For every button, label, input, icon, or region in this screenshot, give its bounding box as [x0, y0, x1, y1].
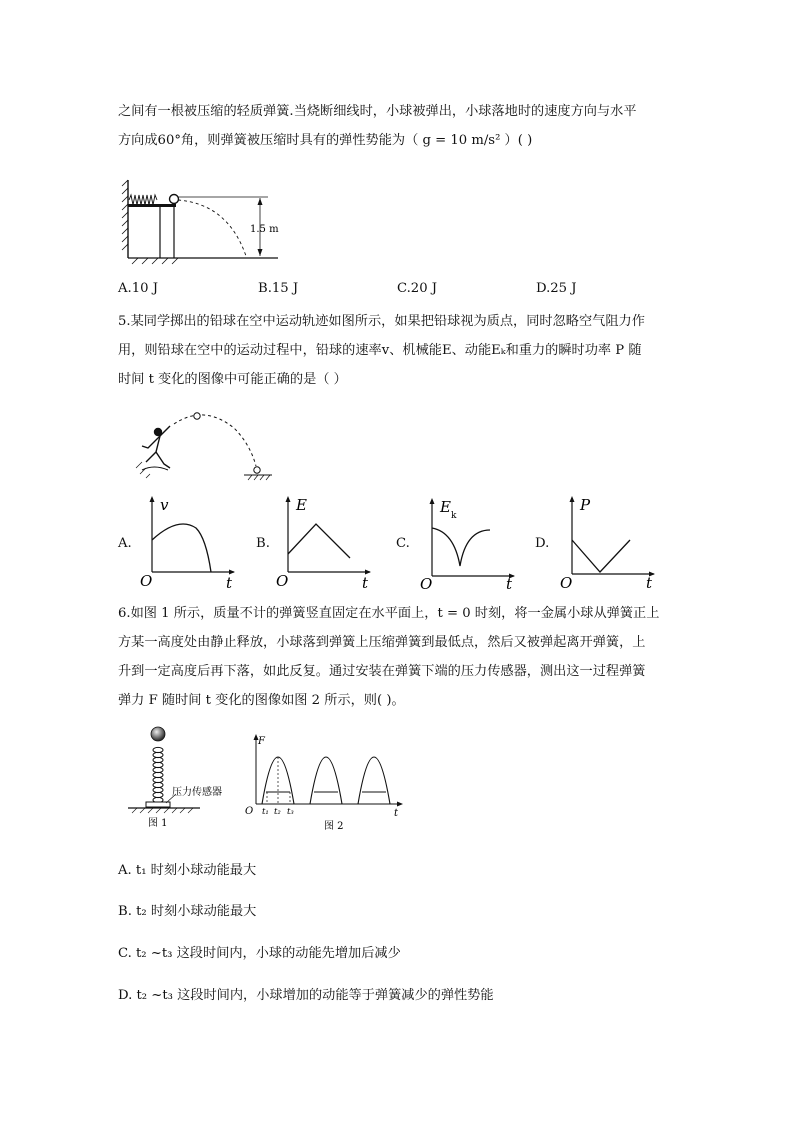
q6-stem [118, 600, 678, 716]
q4-option-c: C.20 J [397, 281, 438, 296]
q6-stem-line1: 6.如图 1 所示，质量不计的弹簧竖直固定在水平面上，t = 0 时刻，将一金属小球从弹簧正上 [118, 606, 660, 621]
q6-option-a: A. t₁ 时刻小球动能最大 [118, 863, 257, 878]
height-label: 1.5 m [250, 224, 279, 235]
graph-c-xaxis: t [506, 575, 513, 590]
q5-graph-c [418, 494, 518, 590]
q5-graph-b [274, 494, 374, 590]
q4-stem [118, 98, 678, 156]
trajectory [178, 200, 246, 256]
force-hump-3 [358, 757, 390, 804]
graph-a-xaxis: t [226, 574, 233, 590]
fig2-origin: O [245, 806, 254, 817]
graph-a-origin: O [140, 572, 153, 590]
q6-option-c: C. t₂ ~t₃ 这段时间内，小球的动能先增加后减少 [118, 946, 401, 961]
q5-stem-line3: 时间 t 变化的图像中可能正确的是（ ） [118, 372, 347, 387]
q6-stem-line3: 升到一定高度后再下落，如此反复。通过安装在弹簧下端的压力传感器，测出这一过程弹簧 [118, 664, 646, 679]
q5-stem-line2: 用，则铅球在空中的运动过程中，铅球的速率v、机械能E、动能Eₖ和重力的瞬时功率 P 随 [118, 343, 642, 358]
fig2-t1: t₁ [262, 807, 269, 817]
q5-option-b-label: B. [256, 536, 270, 551]
graph-c-yaxis: E [440, 498, 451, 516]
q5-graph-a [138, 494, 238, 590]
q5-stem [118, 308, 678, 395]
q5-option-d-label: D. [535, 536, 550, 551]
q4-option-d: D.25 J [536, 281, 577, 296]
q5-option-c-label: C. [396, 536, 410, 551]
fig2-t2: t₂ [274, 807, 281, 817]
thrower-figure [136, 426, 170, 478]
force-hump-2 [310, 757, 342, 804]
curve-b [288, 524, 350, 558]
shot-ball-top [194, 413, 200, 419]
shot-ball-landing [254, 467, 260, 473]
sensor-label: 压力传感器 [172, 787, 222, 798]
metal-ball [151, 727, 165, 741]
graph-c-origin: O [420, 575, 433, 590]
graph-d-origin: O [560, 574, 573, 590]
shot-trajectory [174, 415, 256, 466]
fig1-caption: 图 1 [148, 818, 168, 829]
ball [170, 195, 179, 204]
q4-option-a: A.10 J [118, 281, 158, 296]
q4-stem-line2: 方向成60°角，则弹簧被压缩时具有的弹性势能为（ g = 10 m/s² ）( ) [118, 133, 533, 148]
spring [129, 195, 157, 205]
graph-b-origin: O [276, 572, 289, 590]
q5-stem-line1: 5.某同学掷出的铅球在空中运动轨迹如图所示，如果把铅球视为质点，同时忽略空气阻力作 [118, 314, 645, 329]
curve-a [152, 524, 211, 572]
q6-figure1 [126, 724, 236, 830]
q6-option-d: D. t₂ ~t₃ 这段时间内，小球增加的动能等于弹簧减少的弹性势能 [118, 988, 494, 1003]
vertical-spring [153, 747, 163, 802]
graph-b-xaxis: t [362, 574, 369, 590]
graph-c-ysub: k [451, 511, 457, 521]
q4-spring-table-figure [118, 176, 288, 266]
q5-option-a-label: A. [118, 536, 132, 551]
curve-d [572, 540, 630, 572]
q4-option-b: B.15 J [258, 281, 299, 296]
q5-graph-d [558, 494, 658, 590]
q6-stem-line4: 弹力 F 随时间 t 变化的图像如图 2 所示，则( )。 [118, 693, 405, 708]
curve-c [432, 528, 490, 566]
graph-d-xaxis: t [646, 574, 653, 590]
fig2-yaxis: F [258, 736, 265, 747]
fig2-t3: t₃ [287, 807, 294, 817]
graph-b-yaxis: E [296, 496, 307, 514]
q6-figure2 [242, 730, 406, 834]
q5-shotput-figure [134, 408, 274, 484]
graph-a-yaxis: v [160, 496, 169, 514]
q6-stem-line2: 方某一高度处由静止释放，小球落到弹簧上压缩弹簧到最低点，然后又被弹起离开弹簧，上 [118, 635, 646, 650]
fig2-caption: 图 2 [324, 821, 344, 832]
q6-option-b: B. t₂ 时刻小球动能最大 [118, 904, 257, 919]
q4-stem-line1: 之间有一根被压缩的轻质弹簧.当烧断细线时，小球被弹出，小球落地时的速度方向与水平 [118, 104, 637, 119]
fig2-xaxis: t [394, 808, 399, 819]
graph-d-yaxis: P [580, 496, 591, 514]
